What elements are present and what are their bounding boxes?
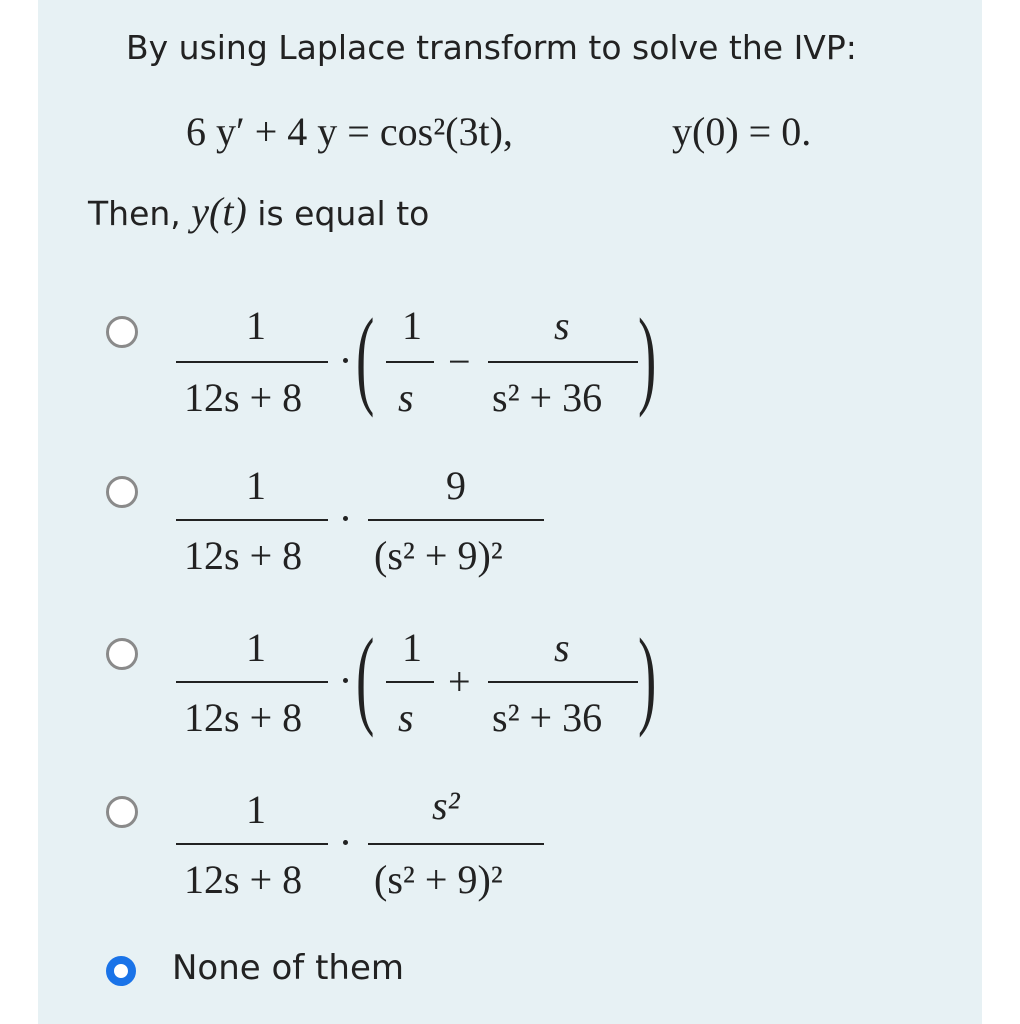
then-prefix: Then, xyxy=(88,194,181,233)
option-a-inner-bar2 xyxy=(488,361,638,363)
option-a-frac1-bar xyxy=(176,361,328,363)
option-d-frac2-bar xyxy=(368,843,544,845)
question-card xyxy=(38,0,982,1024)
option-b-frac2-bar xyxy=(368,519,544,521)
option-d-frac1-bar xyxy=(176,843,328,845)
option-b-frac2-den: (s² + 9)² xyxy=(374,533,503,578)
option-a-left-paren: ( xyxy=(356,296,375,418)
option-b-frac1-den: 12s + 8 xyxy=(184,533,303,578)
option-d-radio[interactable] xyxy=(106,796,138,828)
question-then-line xyxy=(88,188,429,235)
then-suffix: is equal to xyxy=(257,194,430,233)
option-b-frac1-bar xyxy=(176,519,328,521)
option-c-frac1-bar xyxy=(176,681,328,683)
option-a-operator: − xyxy=(448,339,471,384)
option-c-operator: + xyxy=(448,659,471,704)
option-c-left-paren: ( xyxy=(356,616,375,738)
option-a-frac1-den: 12s + 8 xyxy=(184,375,303,420)
option-b-radio[interactable] xyxy=(106,476,138,508)
option-e-radio-selected[interactable] xyxy=(106,956,136,986)
option-c-dot xyxy=(343,678,348,683)
option-a-frac1-num: 1 xyxy=(246,303,266,348)
option-d-frac1-den: 12s + 8 xyxy=(184,857,303,902)
option-c-inner-bar2 xyxy=(488,681,638,683)
option-b-frac1-num: 1 xyxy=(246,463,266,508)
option-d-frac2-den: (s² + 9)² xyxy=(374,857,503,902)
option-b-dot xyxy=(343,516,348,521)
option-c-frac1-den: 12s + 8 xyxy=(184,695,303,740)
option-a-right-paren: ) xyxy=(638,296,657,418)
ivp-equation: 6 y′ + 4 y = cos²(3t), xyxy=(186,109,513,154)
option-d-frac2-num: s² xyxy=(432,783,460,828)
option-a-radio[interactable] xyxy=(106,316,138,348)
option-a-inner-num1: 1 xyxy=(402,303,422,348)
option-c-inner-den1: s xyxy=(398,695,414,740)
option-e-label: None of them xyxy=(172,948,405,988)
option-d-dot xyxy=(343,840,348,845)
option-a-inner-den2: s² + 36 xyxy=(492,375,603,420)
option-c-frac1-num: 1 xyxy=(246,625,266,670)
option-c-right-paren: ) xyxy=(638,616,657,738)
option-a-dot xyxy=(343,358,348,363)
option-d-frac1-num: 1 xyxy=(246,787,266,832)
option-a-inner-num2: s xyxy=(554,303,570,348)
option-c-inner-den2: s² + 36 xyxy=(492,695,603,740)
option-c-inner-num1: 1 xyxy=(402,625,422,670)
initial-condition: y(0) = 0. xyxy=(672,109,812,154)
option-c-inner-num2: s xyxy=(554,625,570,670)
option-b-frac2-num: 9 xyxy=(446,463,466,508)
option-a-inner-den1: s xyxy=(398,375,414,420)
option-c-inner-bar1 xyxy=(386,681,434,683)
question-intro: By using Laplace transform to solve the IVP: xyxy=(126,28,857,67)
option-a-inner-bar1 xyxy=(386,361,434,363)
option-c-radio[interactable] xyxy=(106,638,138,670)
then-function: y(t) xyxy=(191,189,247,234)
